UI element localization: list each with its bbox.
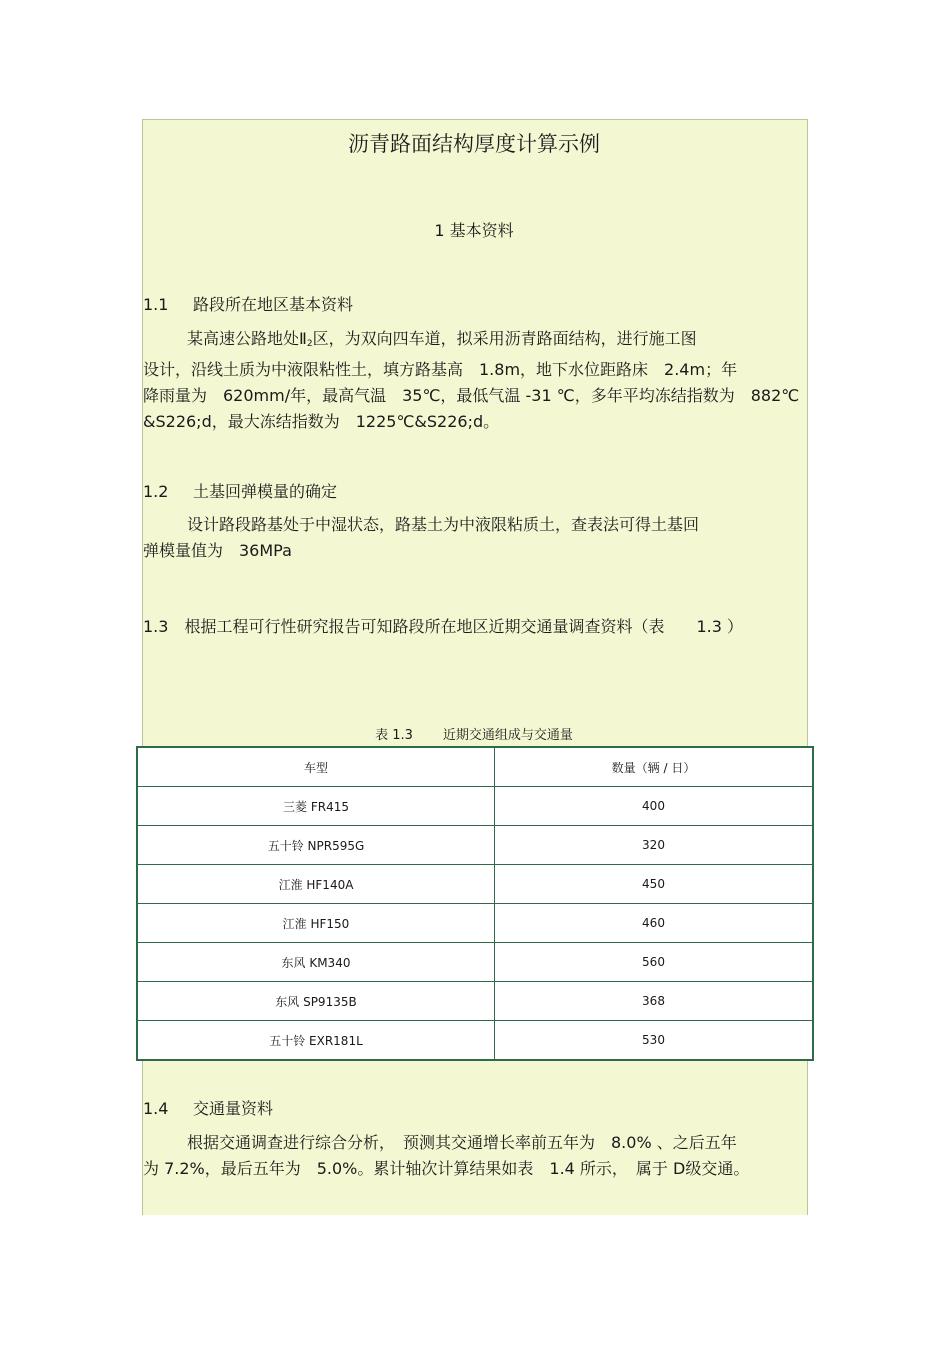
paragraph-line: &S226;d，最大冻结指数为 1225℃&S226;d。 (143, 412, 500, 431)
table-caption (142, 724, 806, 743)
section-1-1-heading (143, 292, 353, 315)
volume-cell: 460 (495, 904, 814, 943)
vehicle-type-cell: 东风 KM340 (137, 943, 495, 982)
traffic-volume-table (136, 746, 814, 1061)
section-title: 路段所在地区基本资料 (193, 295, 354, 314)
section-1-4-heading (143, 1096, 273, 1119)
volume-cell: 450 (495, 865, 814, 904)
vehicle-type-cell: 五十铃 NPR595G (137, 826, 495, 865)
paragraph-line: 设计路段路基处于中湿状态，路基土为中液限粘质土，查表法可得土基回 (187, 515, 700, 534)
table-row (137, 943, 813, 982)
table-row (137, 787, 813, 826)
paragraph-line: 设计，沿线土质为中液限粘性土，填方路基高 1.8m，地下水位距路床 2.4m；年 (143, 360, 738, 379)
document-title: 沥青路面结构厚度计算示例 (348, 132, 600, 156)
section-title: 交通量资料 (193, 1099, 274, 1118)
header-vehicle-type: 车型 (137, 747, 495, 787)
volume-cell: 560 (495, 943, 814, 982)
vehicle-type-cell: 江淮 HF150 (137, 904, 495, 943)
vehicle-type-cell: 东风 SP9135B (137, 982, 495, 1021)
table-caption-number: 表 1.3 (375, 728, 413, 743)
section-1-2-heading (143, 479, 337, 502)
table-row (137, 826, 813, 865)
section-1-4-paragraph (143, 1130, 807, 1182)
paragraph-line: 为 7.2%，最后五年为 5.0%。累计轴次计算结果如表 1.4 所示， 属于 D级交通。 (143, 1159, 750, 1178)
volume-cell: 530 (495, 1021, 814, 1061)
chapter-heading: 1 基本资料 (434, 221, 514, 240)
section-1-1-paragraph (143, 326, 807, 435)
vehicle-type-cell: 五十铃 EXR181L (137, 1021, 495, 1061)
section-1-3-text: 1.3 根据工程可行性研究报告可知路段所在地区近期交通量调查资料（表 1.3 ） (143, 617, 743, 636)
paragraph-line: 降雨量为 620mm/年，最高气温 35℃，最低气温 -31 ℃，多年平均冻结指数为 882℃ (143, 386, 800, 405)
paragraph-line: 某高速公路地处$Ⅱ_2$区，为双向四车道，拟采用沥青路面结构，进行施工图 (187, 329, 697, 349)
section-number: 1.2 (143, 482, 169, 501)
paragraph-line: 弹模量值为 36MPa (143, 541, 292, 560)
section-1-2-paragraph (143, 512, 807, 564)
section-number: 1.4 (143, 1099, 169, 1118)
paragraph-line: 根据交通调查进行综合分析， 预测其交通增长率前五年为 8.0% 、之后五年 (187, 1133, 737, 1152)
table-caption-text: 近期交通组成与交通量 (442, 728, 573, 743)
volume-cell: 320 (495, 826, 814, 865)
vehicle-type-cell: 江淮 HF140A (137, 865, 495, 904)
table-row (137, 865, 813, 904)
header-volume: 数量（辆 / 日） (495, 747, 814, 787)
section-title: 土基回弹模量的确定 (193, 482, 338, 501)
volume-cell: 400 (495, 787, 814, 826)
table-row (137, 982, 813, 1021)
subscript: 2 (306, 339, 313, 349)
table-header-row (137, 747, 813, 787)
section-number: 1.1 (143, 295, 169, 314)
table-row (137, 904, 813, 943)
table-row (137, 1021, 813, 1061)
volume-cell: 368 (495, 982, 814, 1021)
vehicle-type-cell: 三菱 FR415 (137, 787, 495, 826)
